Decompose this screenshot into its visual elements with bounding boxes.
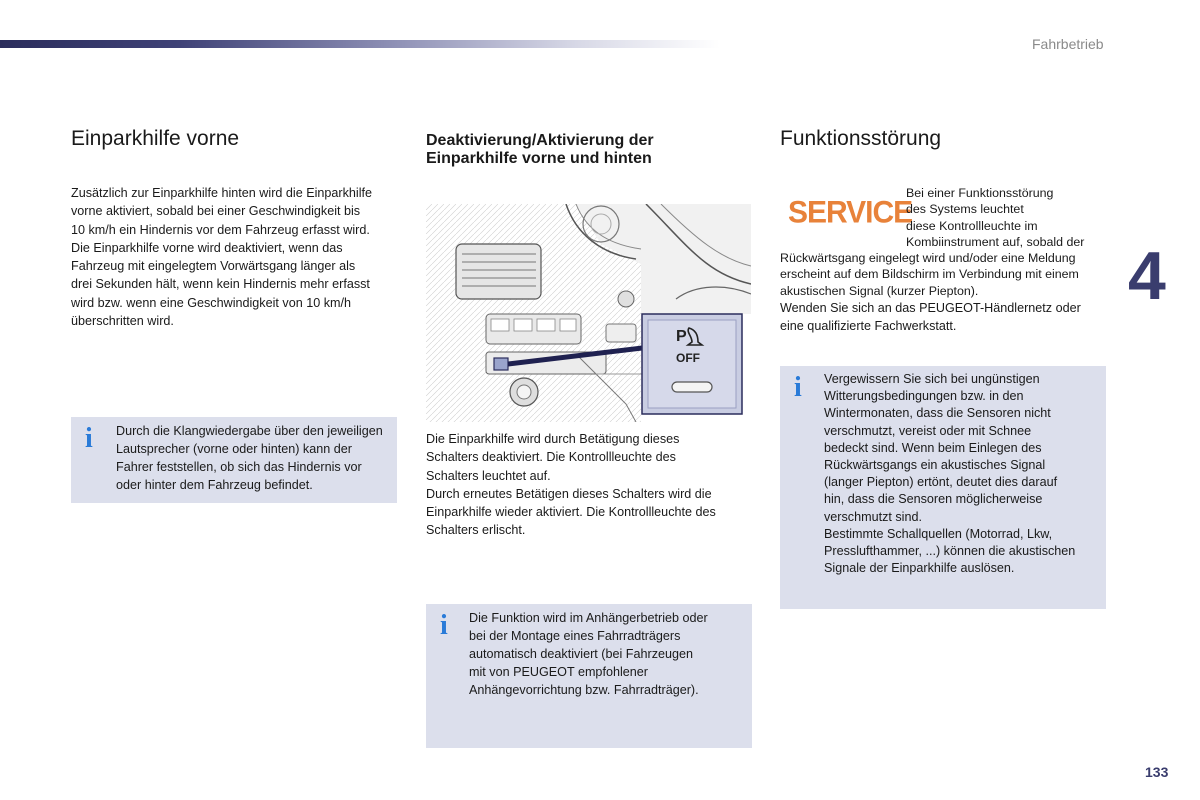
text-line: Bestimmte Schallquellen (Motorrad, Lkw, <box>824 526 1053 541</box>
text-line: verschmutzt, vereist oder mit Schnee <box>824 423 1032 438</box>
info-text <box>116 422 396 494</box>
info-icon: i <box>440 610 448 641</box>
paragraph-front-parking <box>71 184 411 330</box>
text-line: bei der Montage eines Fahrradträgers <box>469 629 681 643</box>
text-line: Schalters erlischt. <box>426 523 526 538</box>
service-warning-icon: SERVICE <box>788 195 913 230</box>
text-line: Einparkhilfe wieder aktiviert. Die Kontrollleuchte des <box>426 505 716 520</box>
info-text <box>824 371 1104 577</box>
dashboard-illustration <box>426 204 751 422</box>
text-line: Zusätzlich zur Einparkhilfe hinten wird die Einparkhilfe <box>71 186 372 200</box>
text-line: Fahrer feststellen, ob sich das Hindernis vor <box>116 460 362 474</box>
text-line: eine qualifizierte Fachwerkstatt. <box>780 319 957 334</box>
text-line: Durch erneutes Betätigen dieses Schalters wird die <box>426 486 712 501</box>
chapter-number: 4 <box>1128 238 1166 314</box>
dashboard-drawing <box>426 204 751 422</box>
text-line: Kombiinstrument auf, sobald der <box>906 234 1085 249</box>
text-line: Presslufthammer, ...) können die akustischen <box>824 544 1076 559</box>
text-line: Fahrzeug mit eingelegtem Vorwärtsgang länger als <box>71 259 356 274</box>
text-line: erscheint auf dem Bildschirm im Verbindung mit einem <box>780 267 1079 282</box>
text-line: verschmutzt sind. <box>824 509 922 524</box>
text-line: oder hinter dem Fahrzeug befindet. <box>116 478 313 492</box>
text-line: bedeckt sind. Wenn beim Einlegen des <box>824 440 1042 455</box>
text-line: Bei einer Funktionsstörung <box>906 186 1054 200</box>
header-gradient-bar <box>0 40 720 48</box>
text-line: Wintermonaten, dass die Sensoren nicht <box>824 406 1051 421</box>
text-line: Wenden Sie sich an das PEUGEOT-Händlernetz oder <box>780 301 1081 315</box>
button-p-label: P <box>676 328 687 345</box>
info-text <box>469 609 749 699</box>
text-line: überschritten wird. <box>71 314 174 329</box>
text-line: vorne aktiviert, sobald bei einer Geschwindigkeit bis <box>71 204 361 219</box>
info-icon: i <box>794 372 802 403</box>
text-line: 10 km/h ein Hindernis vor dem Fahrzeug erfasst wird. <box>71 222 370 237</box>
info-box-sensors <box>780 366 1106 609</box>
info-box-trailer <box>426 604 752 748</box>
heading-line: Einparkhilfe vorne und hinten <box>426 150 652 168</box>
text-line: Witterungsbedingungen bzw. in den <box>824 389 1024 404</box>
text-line: Die Einparkhilfe vorne wird deaktiviert, wenn das <box>71 240 343 255</box>
text-line: Vergewissern Sie sich bei ungünstigen <box>824 372 1040 386</box>
page-number: 133 <box>1145 764 1169 780</box>
text-line: wird bzw. wenn eine Geschwindigkeit von 10 km/h <box>71 295 352 310</box>
text-line: Die Einparkhilfe wird durch Betätigung dieses <box>426 432 680 446</box>
text-line: Signale der Einparkhilfe auslösen. <box>824 561 1015 576</box>
text-line: Anhängevorrichtung bzw. Fahrradträger). <box>469 683 699 697</box>
info-icon: i <box>85 423 93 454</box>
text-line: Schalters deaktiviert. Die Kontrollleuchte des <box>426 450 676 465</box>
text-line: Durch die Klangwiedergabe über den jeweiligen <box>116 424 383 438</box>
text-line: des Systems leuchtet <box>906 202 1024 217</box>
text-line: akustischen Signal (kurzer Piepton). <box>780 283 979 298</box>
heading-deactivation <box>426 132 654 169</box>
section-label: Fahrbetrieb <box>1032 36 1104 52</box>
text-line: Schalters leuchtet auf. <box>426 468 551 483</box>
text-line: Rückwärtsgangs ein akustisches Signal <box>824 458 1046 473</box>
button-off-label: OFF <box>676 351 700 365</box>
text-line: Die Funktion wird im Anhängerbetrieb oder <box>469 611 708 625</box>
heading-malfunction: Funktionsstörung <box>780 127 942 150</box>
paragraph-malfunction-side <box>906 185 1106 250</box>
text-line: mit von PEUGEOT empfohlener <box>469 665 648 679</box>
text-line: diese Kontrollleuchte im <box>906 218 1038 233</box>
paragraph-deactivation <box>426 430 756 540</box>
heading-front-parking: Einparkhilfe vorne <box>71 127 240 150</box>
text-line: (langer Piepton) ertönt, deutet dies darauf <box>824 475 1058 490</box>
text-line: hin, dass die Sensoren möglicherweise <box>824 492 1043 507</box>
text-line: drei Sekunden hält, wenn kein Hindernis mehr erfasst <box>71 277 370 292</box>
paragraph-malfunction-contact <box>780 299 1110 336</box>
text-line: Lautsprecher (vorne oder hinten) kann der <box>116 442 352 456</box>
info-box-sound <box>71 417 397 503</box>
paragraph-malfunction-full <box>780 250 1110 299</box>
text-line: Rückwärtsgang eingelegt wird und/oder eine Meldung <box>780 251 1076 265</box>
text-line: automatisch deaktiviert (bei Fahrzeugen <box>469 647 694 661</box>
heading-line: Deaktivierung/Aktivierung der <box>426 132 654 149</box>
